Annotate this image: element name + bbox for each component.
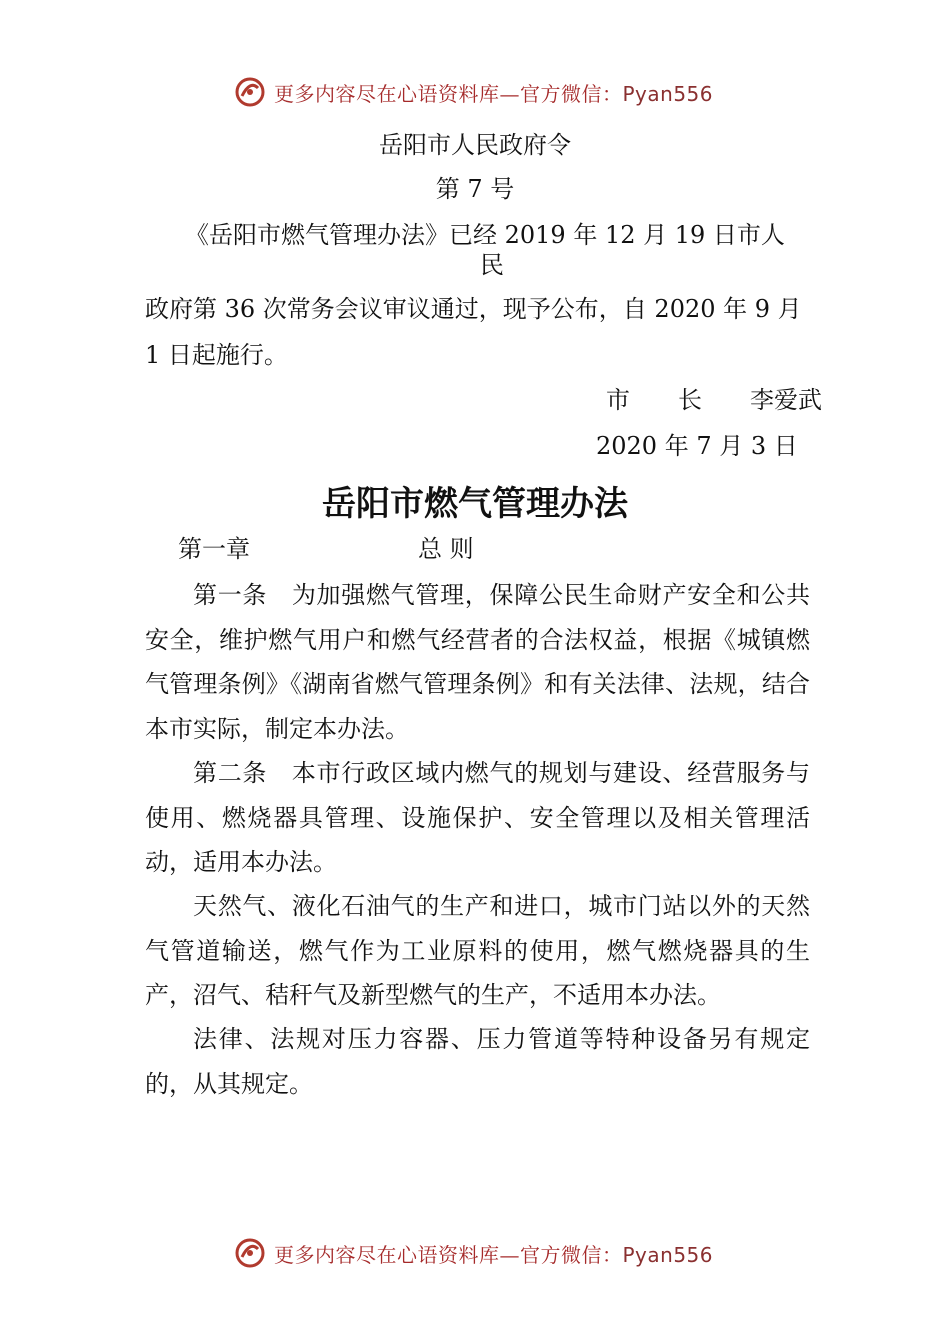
- decree-date: 2020 年 7 月 3 日: [596, 432, 798, 460]
- decree-issuer: 岳阳市人民政府令: [379, 131, 571, 159]
- article-2-para-2: 天然气、液化石油气的生产和进口，城市门站以外的天然气管道输送，燃气作为工业原料的使用，燃气燃烧器具的生产，沼气、秸秆气及新型燃气的生产，不适用本办法。: [145, 892, 810, 1009]
- watermark-top: [232, 72, 752, 112]
- intro-line-1: 《岳阳市燃气管理办法》已经 2019 年 12 月 19 日市人: [185, 221, 785, 249]
- decree-number: 第 7 号: [435, 175, 515, 203]
- article-2: 第二条 本市行政区域内燃气的规划与建设、经营服务与使用、燃烧器具管理、设施保护、安全管理以及相关管理活动，适用本办法。: [145, 759, 810, 876]
- article-2-para-3: 法律、法规对压力容器、压力管道等特种设备另有规定的，从其规定。: [145, 1025, 810, 1098]
- chapter-heading: 第一章 总 则: [178, 535, 474, 563]
- watermark-text: 更多内容尽在心语资料库—官方微信：Pyan556: [274, 1242, 714, 1267]
- article-1: 第一条 为加强燃气管理，保障公民生命财产安全和公共安全，维护燃气用户和燃气经营者的合法权益，根据《城镇燃气管理条例》《湖南省燃气管理条例》和有关法律、法规，结合本市实际，制定本办法。: [145, 581, 810, 743]
- intro-line-3: 1 日起施行。: [145, 341, 288, 369]
- logo-icon: [232, 74, 268, 110]
- document-title: 岳阳市燃气管理办法: [322, 484, 628, 524]
- watermark-text: 更多内容尽在心语资料库—官方微信：Pyan556: [274, 81, 714, 106]
- watermark-bottom: [232, 1233, 752, 1273]
- logo-icon: [232, 1235, 268, 1271]
- intro-line-2: 政府第 36 次常务会议审议通过，现予公布，自 2020 年 9 月: [145, 295, 802, 323]
- mayor-signature: 市 长 李爱武: [606, 386, 822, 414]
- intro-line-1-wrap: 民: [480, 251, 504, 279]
